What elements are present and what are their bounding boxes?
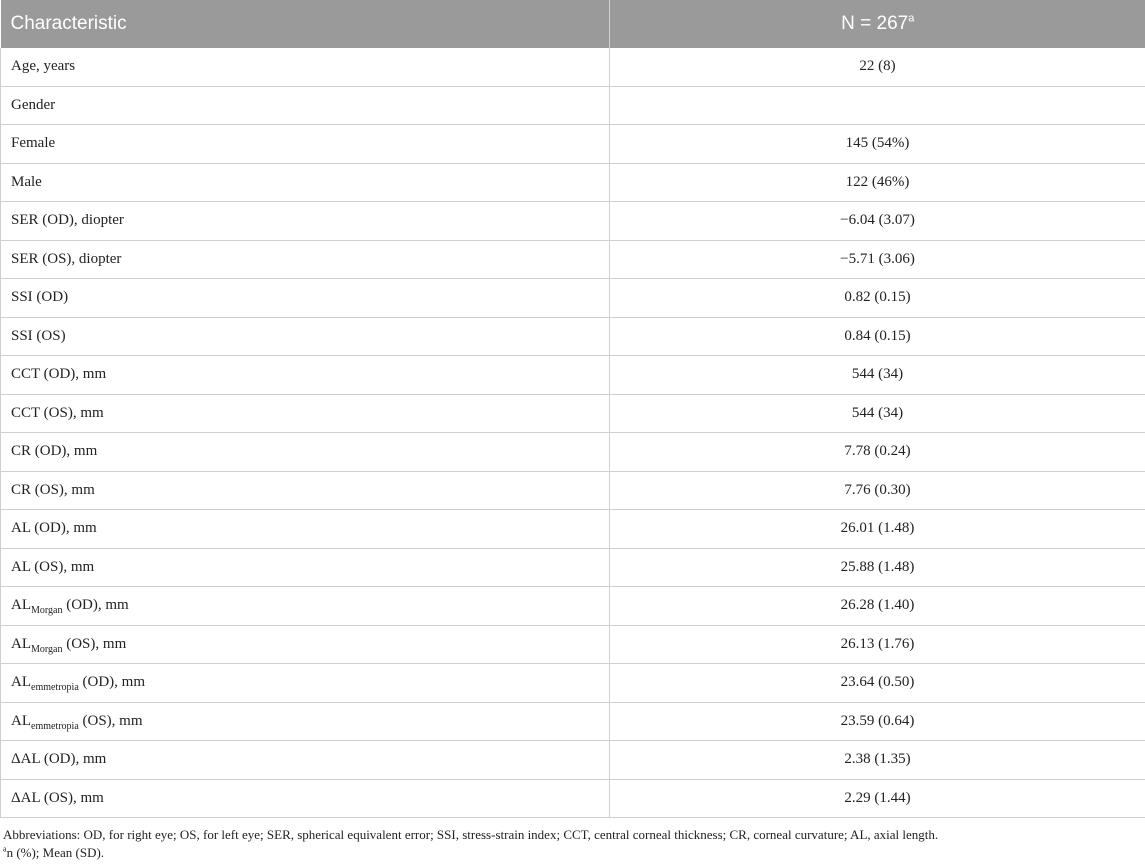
table-row xyxy=(1,240,1145,279)
table-row xyxy=(1,394,1145,433)
row-label: SSI (OD) xyxy=(1,279,610,318)
table-row xyxy=(1,702,1145,741)
table-row xyxy=(1,48,1145,86)
row-label: AL (OS), mm xyxy=(1,548,610,587)
row-value: −6.04 (3.07) xyxy=(610,202,1145,241)
table-row xyxy=(1,625,1145,664)
statistics-note-text: n (%); Mean (SD). xyxy=(6,845,105,860)
row-label-subscript: emmetropia xyxy=(31,720,79,732)
table-row xyxy=(1,471,1145,510)
row-label-subscript: Morgan xyxy=(31,605,63,617)
header-n xyxy=(610,0,1145,48)
row-label xyxy=(1,625,610,664)
row-label: Male xyxy=(1,163,610,202)
row-label xyxy=(1,664,610,703)
row-label: ΔAL (OD), mm xyxy=(1,741,610,780)
row-value: 7.78 (0.24) xyxy=(610,433,1145,472)
table-row xyxy=(1,163,1145,202)
table-row xyxy=(1,741,1145,780)
row-label: SSI (OS) xyxy=(1,317,610,356)
row-label: ΔAL (OS), mm xyxy=(1,779,610,818)
row-value: 0.82 (0.15) xyxy=(610,279,1145,318)
row-label: Gender xyxy=(1,86,610,125)
table-row xyxy=(1,86,1145,125)
row-label: AL (OD), mm xyxy=(1,510,610,549)
row-label-main: AL xyxy=(11,635,31,652)
table-header-row xyxy=(1,0,1145,48)
header-n-footnote-marker: a xyxy=(908,12,915,25)
table-row xyxy=(1,664,1145,703)
row-label: CCT (OS), mm xyxy=(1,394,610,433)
row-value: 544 (34) xyxy=(610,356,1145,395)
table-row xyxy=(1,317,1145,356)
table-row xyxy=(1,779,1145,818)
statistics-note xyxy=(3,844,1143,862)
row-label-main: AL xyxy=(11,597,31,614)
table-row xyxy=(1,356,1145,395)
row-value: 22 (8) xyxy=(610,48,1145,86)
row-label-main: AL xyxy=(11,712,31,729)
row-label: CCT (OD), mm xyxy=(1,356,610,395)
row-value: 0.84 (0.15) xyxy=(610,317,1145,356)
table-row xyxy=(1,587,1145,626)
row-value: 23.59 (0.64) xyxy=(610,702,1145,741)
row-value: 544 (34) xyxy=(610,394,1145,433)
row-label-subscript: emmetropia xyxy=(31,682,79,694)
row-value: 23.64 (0.50) xyxy=(610,664,1145,703)
row-value: 2.38 (1.35) xyxy=(610,741,1145,780)
table-footnotes xyxy=(0,826,1143,862)
header-n-text: N = 267 xyxy=(841,13,909,34)
row-value: 7.76 (0.30) xyxy=(610,471,1145,510)
row-label: Female xyxy=(1,125,610,164)
row-label xyxy=(1,702,610,741)
row-value xyxy=(610,86,1145,125)
row-label-subscript: Morgan xyxy=(31,643,63,655)
table-row xyxy=(1,433,1145,472)
row-label-rest: (OS), mm xyxy=(62,635,127,652)
row-value: 26.28 (1.40) xyxy=(610,587,1145,626)
row-value: 122 (46%) xyxy=(610,163,1145,202)
header-characteristic: Characteristic xyxy=(1,0,610,48)
row-label: CR (OS), mm xyxy=(1,471,610,510)
row-value: −5.71 (3.06) xyxy=(610,240,1145,279)
row-label-rest: (OD), mm xyxy=(62,597,129,614)
row-label: Age, years xyxy=(1,48,610,86)
table-row xyxy=(1,279,1145,318)
row-label: SER (OD), diopter xyxy=(1,202,610,241)
row-label xyxy=(1,587,610,626)
row-label: CR (OD), mm xyxy=(1,433,610,472)
table-row xyxy=(1,510,1145,549)
abbreviations-note: Abbreviations: OD, for right eye; OS, for left eye; SER, spherical equivalent error; SSI, stress-strain index; CCT, central corneal thickness; CR, corneal curvature; AL, axial length. xyxy=(3,827,939,842)
statistics-note-marker: a xyxy=(3,844,7,854)
row-label: SER (OS), diopter xyxy=(1,240,610,279)
row-label-rest: (OS), mm xyxy=(78,712,143,729)
row-label-rest: (OD), mm xyxy=(78,674,146,691)
row-value: 2.29 (1.44) xyxy=(610,779,1145,818)
table-row xyxy=(1,548,1145,587)
table-row xyxy=(1,202,1145,241)
row-value: 26.01 (1.48) xyxy=(610,510,1145,549)
row-value: 26.13 (1.76) xyxy=(610,625,1145,664)
table-row xyxy=(1,125,1145,164)
row-value: 145 (54%) xyxy=(610,125,1145,164)
row-label-main: AL xyxy=(11,674,31,691)
row-value: 25.88 (1.48) xyxy=(610,548,1145,587)
